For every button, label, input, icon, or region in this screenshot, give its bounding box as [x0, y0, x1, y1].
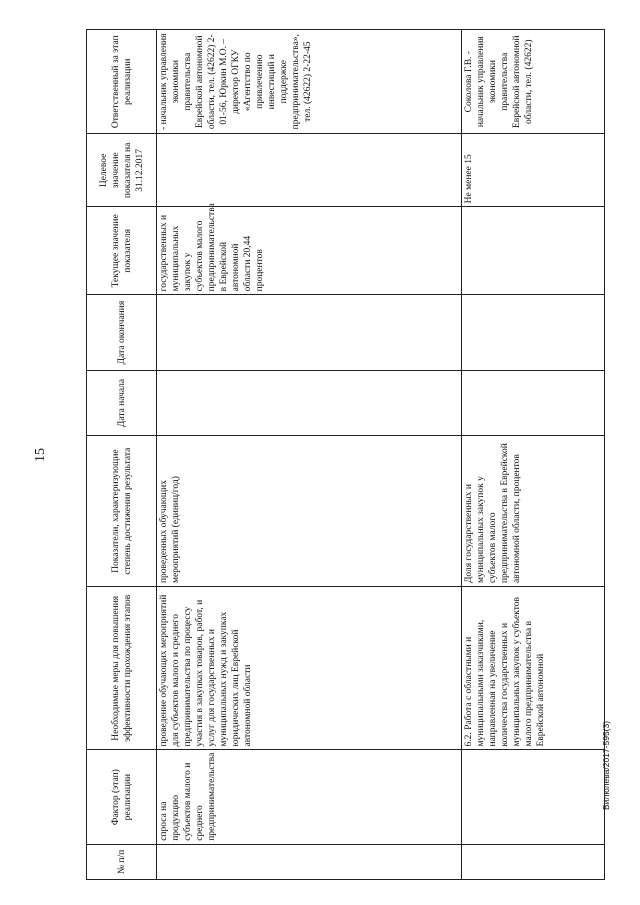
responsible-cell: - начальник управления экономики правительства Еврейской автономной области, тел. (42622) 2-01-56, Юркин М.О. – директор ОГКУ «Агентство по привлечению инвестиций и поддержке предпринимательства», тел. (42622) 2-22-45 — [157, 30, 462, 134]
start-date-cell — [157, 370, 462, 435]
document-code: Вилюлева/2017-595(3) — [601, 720, 611, 810]
rotated-table-container — [86, 29, 604, 880]
start-date-cell — [462, 370, 605, 435]
target-value-cell — [157, 134, 462, 207]
current-value-cell — [462, 207, 605, 295]
header-cell: № п/п — [87, 844, 157, 879]
header-cell: Целевое значение показателя на 31.12.2017 — [87, 134, 157, 207]
factor-cell: спроса на продукцию субъектов малого и среднего предпринимательства — [157, 750, 462, 844]
table-row — [157, 30, 462, 880]
header-cell: Необходимые меры для повышения эффективности прохождения этапов — [87, 587, 157, 750]
header-cell: Ответственный за этап реализации — [87, 30, 157, 134]
measures-table — [86, 29, 605, 880]
header-cell: Фактор (этап) реализации — [87, 750, 157, 844]
end-date-cell — [462, 295, 605, 370]
table-header-row — [87, 30, 157, 880]
page-number: 15 — [33, 448, 48, 462]
responsible-cell: Соколова Г.В. - начальник управления экономики правительства Еврейской автономной области, тел. (42622) — [462, 30, 605, 134]
end-date-cell — [157, 295, 462, 370]
measures-cell: проведение обучающих мероприятий для субъектов малого и среднего предпринимательства по процессу участия в закупках товаров, работ, и услуг для государственных и муниципальных нужд и закупках юридических лиц Еврейской автономной области — [157, 587, 462, 750]
current-value-cell: государственных и муниципальных закупок у субъектов малого предпринимательства в Еврейской автономной области 20,44 процентов — [157, 207, 462, 295]
header-cell: Дата начала — [87, 370, 157, 435]
indicator-cell: проведенных обучающих мероприятий (единиц/год) — [157, 436, 462, 587]
target-value-cell: Не менее 15 — [462, 134, 605, 207]
measures-cell: 6.2. Работа с областными и муниципальными заказчиками, направленная на увеличение количества государственных и муниципальных закупок у субъектов малого предпринимательства в Еврейской автономной — [462, 587, 605, 750]
factor-cell — [462, 750, 605, 844]
indicator-cell: Доля государственных и муниципальных закупок у субъектов малого предпринимательства в Еврейской автономной области, процентов — [462, 436, 605, 587]
row-number-cell — [157, 844, 462, 879]
header-cell: Дата окончания — [87, 295, 157, 370]
row-number-cell — [462, 844, 605, 879]
header-cell: Показатели, характеризующие степень достижения результата — [87, 436, 157, 587]
header-cell: Текущее значение показателя — [87, 207, 157, 295]
table-row — [462, 30, 605, 880]
